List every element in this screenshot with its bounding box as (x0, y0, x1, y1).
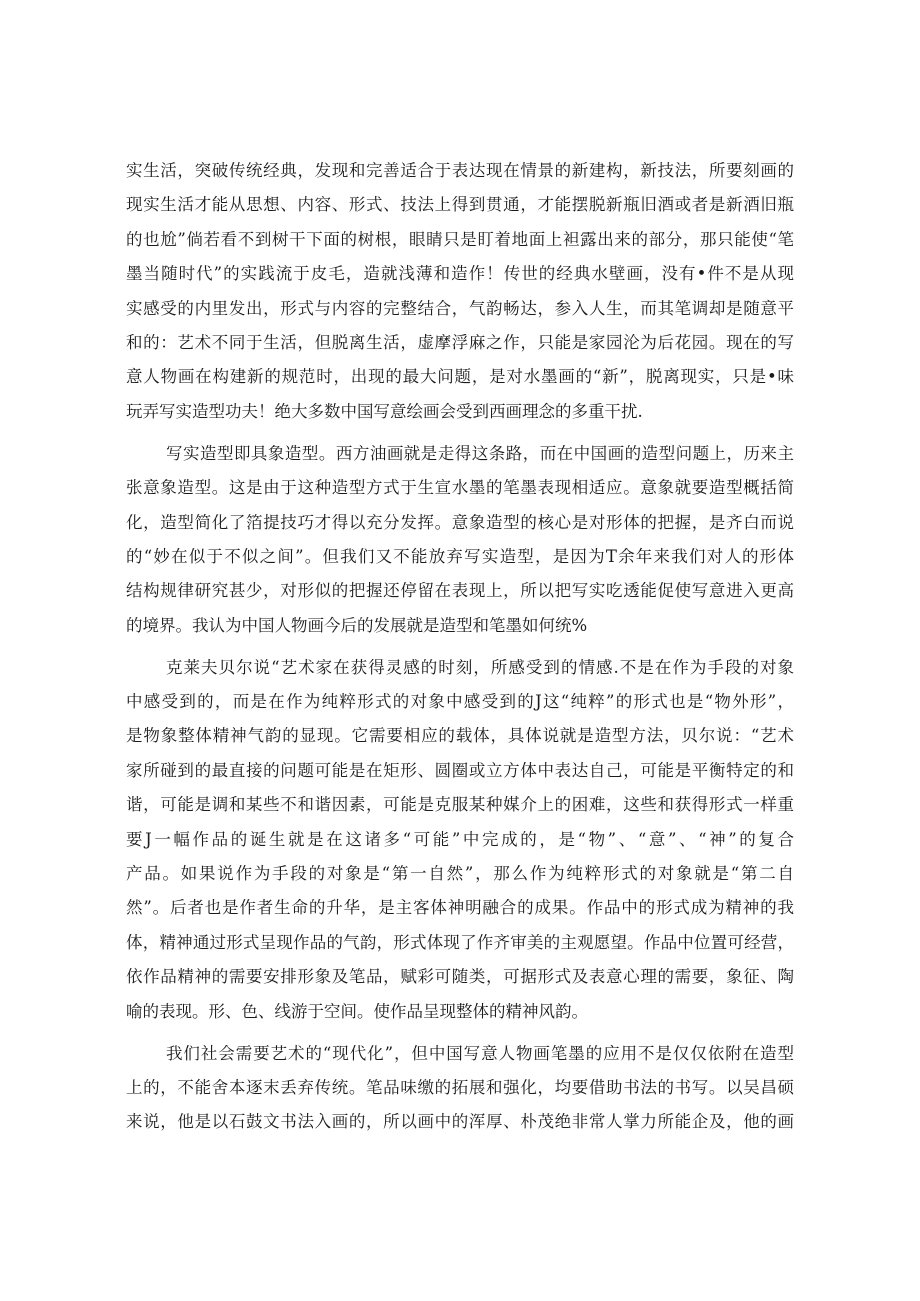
text-line: 克莱夫贝尔说“艺术家在获得灵感的时刻，所感受到的情感.不是在作为手段的对象 (166, 657, 794, 677)
text-line: 产品。如果说作为手段的对象是“第一自然”，那么作为纯粹形式的对象就是“第二自 (126, 864, 794, 883)
text-line: 中感受到的，而是在作为纯粹形式的对象中感受到的J这“纯粹”的形式也是“物外形”， (126, 692, 794, 712)
paragraph (126, 651, 794, 1029)
text-line: 张意象造型。这是由于这种造型方式于生宣水墨的笔墨表现相适应。意象就要造型概括简 (126, 478, 794, 498)
text-line: 喻的表现。形、色、线游于空间。使作品呈现整体的精神风韵。 (126, 1001, 588, 1021)
paragraph (126, 1037, 794, 1140)
text-line: 谐，可能是调和某些不和谐因素，可能是克服某种媒介上的困难，这些和获得形式一样重 (126, 795, 794, 815)
text-line: 化，造型简化了箔提技巧才得以充分发挥。意象造型的核心是对形体的把握，是齐白而说 (126, 512, 794, 532)
text-line: 写实造型即具象造型。西方油画就是走得这条路，而在中国画的造型问题上，历来主 (166, 443, 794, 463)
text-line: 现实生活才能从思想、内容、形式、技法上得到贯通，才能摆脱新瓶旧酒或者是新酒旧瓶 (126, 195, 794, 215)
paragraph (126, 154, 794, 429)
text-line: 的也尬”倘若看不到树干下面的树根，眼睛只是盯着地面上袒露出来的部分，那只能使“笔 (126, 229, 794, 249)
text-line: 依作品精神的需要安排形象及笔品，赋彩可随类，可据形式及表意心理的需要，象征、陶 (126, 967, 794, 987)
text-line: 我们社会需要艺术的“现代化”，但中国写意人物画笔墨的应用不是仅仅依附在造型 (166, 1043, 794, 1063)
text-line: 实感受的内里发出，形式与内容的完整结合，气韵畅达，参入人生，而其笔调却是随意平 (126, 298, 794, 318)
text-line: 上的，不能舍本逐末丢弃传统。笔品味缴的拓展和强化，均要借助书法的书写。以吴昌硕 (126, 1077, 794, 1097)
text-line: 然”。后者也是作者生命的升华，是主客体神明融合的成果。作品中的形式成为精神的我 (126, 898, 794, 918)
text-line: 玩弄写实造型功夫！绝大多数中国写意绘画会受到西画理念的多重干扰. (126, 401, 643, 421)
text-line: 家所碰到的最直接的问题可能是在矩形、圆圈或立方体中表达自己，可能是平衡特定的和 (126, 760, 794, 780)
document-body (126, 154, 794, 1147)
text-line: 体，精神通过形式呈现作品的气韵，形式体现了作齐审美的主观愿望。作品中位置可经营， (126, 932, 794, 952)
text-line: 是物象整体精神气韵的显现。它需要相应的载体，具体说就是造型方法，贝尔说：“艺术 (126, 726, 794, 746)
text-line: 来说，他是以石鼓文书法入画的，所以画中的浑厚、朴茂绝非常人掌力所能企及，他的画 (126, 1112, 794, 1132)
paragraph (126, 437, 794, 643)
text-line: 结构规律研究甚少，对形似的把握还停留在表现上，所以把写实吃透能促使写意进入更高 (126, 581, 794, 601)
text-line: 要J一幅作品的诞生就是在这诸多“可能”中完成的，是“物”、“意”、“神”的复合 (126, 829, 794, 849)
text-line: 和的：艺术不同于生活，但脱离生活，虚摩浮麻之作，只能是家园沦为后花园。现在的写 (126, 332, 794, 352)
text-line: 的境界。我认为中国人物画今后的发展就是造型和笔墨如何统% (126, 615, 588, 635)
text-line: 实生活，突破传统经典，发现和完善适合于表达现在情景的新建构，新技法，所要刻画的 (126, 161, 794, 180)
text-line: 意人物画在构建新的规范时，出现的最大问题，是对水墨画的“新”，脱离现实，只是•味 (126, 367, 794, 387)
text-line: 的“妙在似于不似之间”。但我们又不能放弃写实造型，是因为T余年来我们对人的形体 (126, 546, 794, 566)
text-line: 墨当随时代”的实践流于皮毛，造就浅薄和造作！传世的经典水壁画，没有•件不是从现 (126, 264, 794, 284)
